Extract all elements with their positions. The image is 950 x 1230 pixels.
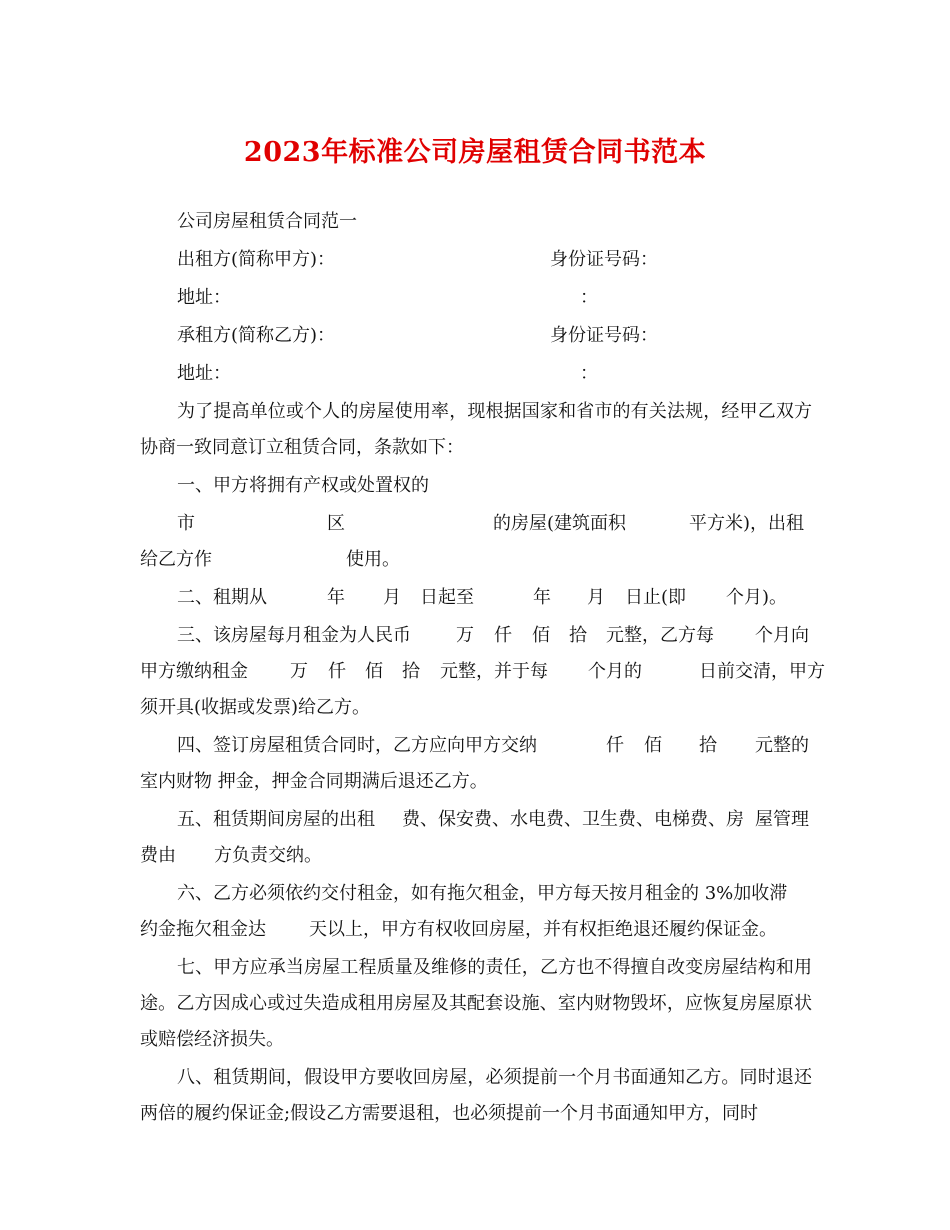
clause-7: 七、甲方应承当房屋工程质量及维修的责任，乙方也不得擅自改变房屋结构和用途。乙方因成心或过失造成租用房屋及其配套设施、室内财物毁坏，应恢复房屋原状或赔偿经济损失。 (140, 957, 812, 1050)
clause-3-part: 个月的 (588, 661, 642, 682)
clause-5-line-2 (140, 838, 812, 874)
clause-2-part: 年 (327, 587, 345, 608)
clause-1-use-prefix: 给乙方作 (140, 549, 212, 570)
lessor-row (140, 242, 812, 278)
clause-2-part: 个月)。 (726, 587, 788, 608)
clause-6-line-2 (140, 912, 812, 948)
clause-3-part: 拾 (569, 625, 587, 646)
clause-3-part: 佰 (365, 661, 383, 682)
clause-2 (140, 580, 812, 616)
clause-1-line-2 (140, 506, 812, 542)
clause-3-part: 佰 (532, 625, 550, 646)
clause-5-part: 屋管理 (755, 809, 809, 830)
lessee-label: 承租方(简称乙方)： (177, 325, 336, 346)
clause-3-part: 仟 (494, 625, 512, 646)
clause-6-line-1: 六、乙方必须依约交付租金，如有拖欠租金，甲方每天按月租金的 3%加收滞 (177, 883, 788, 904)
clause-3-part: 元整，乙方每 (606, 625, 714, 646)
contract-subtitle: 公司房屋租赁合同范一 (177, 211, 357, 232)
lessee-address-label: 地址： (177, 363, 231, 384)
clause-1-sqm: 平方米)，出租 (689, 513, 805, 534)
clause-4-line-2: 室内财物 押金，押金合同期满后退还乙方。 (140, 771, 488, 792)
clause-2-part: 月 (383, 587, 401, 608)
clause-2-part: 月 (587, 587, 605, 608)
clause-1-city: 市 (177, 513, 195, 534)
clause-3-line-1 (140, 618, 812, 654)
clause-5-part: 五、租赁期间房屋的出租 (177, 809, 375, 830)
lessor-label: 出租方(简称甲方)： (177, 249, 336, 270)
clause-3-line-2 (140, 654, 825, 690)
lessee-address-colon: ： (580, 363, 598, 384)
document-title: 2023年标准公司房屋租赁合同书范本 (243, 137, 707, 168)
clause-5-payer-suffix: 方负责交纳。 (214, 845, 322, 866)
lessor-address-row (140, 280, 812, 316)
clause-3-line-3: 须开具(收据或发票)给乙方。 (140, 697, 371, 718)
clause-6-suffix: 天以上，甲方有权收回房屋，并有权拒绝退还履约保证金。 (309, 919, 777, 940)
clause-4-part: 拾 (699, 735, 717, 756)
clause-3-part: 个月向 (755, 625, 809, 646)
clause-3-part: 拾 (402, 661, 420, 682)
clause-4-part: 四、签订房屋租赁合同时，乙方应向甲方交纳 (177, 735, 537, 756)
clause-3-part: 甲方缴纳租金 (140, 661, 248, 682)
clause-5-part: 费、保安费、水电费、卫生费、电梯费、房 (402, 809, 744, 830)
clause-3-part: 万 (456, 625, 474, 646)
lessor-address-label: 地址： (177, 287, 231, 308)
clause-5-payer-prefix: 费由 (140, 845, 176, 866)
lessor-address-colon: ： (580, 287, 598, 308)
clause-2-part: 年 (533, 587, 551, 608)
clause-3-part: 日前交清，甲方 (699, 661, 825, 682)
clause-1-area: 的房屋(建筑面积 (493, 513, 627, 534)
clause-4-part: 仟 (606, 735, 624, 756)
clause-4-part: 佰 (644, 735, 662, 756)
clause-4-part: 元整的 (755, 735, 809, 756)
clause-1-line-1: 一、甲方将拥有产权或处置权的 (177, 475, 429, 496)
clause-8: 八、租赁期间，假设甲方要收回房屋，必须提前一个月书面通知乙方。同时退还两倍的履约保证金;假设乙方需要退租，也必须提前一个月书面通知甲方，同时 (140, 1067, 812, 1124)
clause-2-part: 日止(即 (625, 587, 687, 608)
clause-3-part: 元整，并于每 (440, 661, 548, 682)
clause-4-line-1 (140, 728, 812, 764)
clause-3-part: 仟 (328, 661, 346, 682)
clause-2-part: 日起至 (420, 587, 474, 608)
clause-1-district: 区 (327, 513, 345, 534)
clause-1-line-3 (140, 542, 812, 578)
document-body (140, 204, 825, 1132)
clause-3-part: 三、该房屋每月租金为人民币 (177, 625, 411, 646)
clause-3-part: 万 (290, 661, 308, 682)
clause-5-line-1 (140, 802, 812, 838)
clause-2-part: 二、租期从 (177, 587, 267, 608)
clause-1-use-suffix: 使用。 (346, 549, 400, 570)
lessee-id-label: 身份证号码： (550, 325, 658, 346)
lessee-row (140, 318, 812, 354)
intro-paragraph: 为了提高单位或个人的房屋使用率，现根据国家和省市的有关法规，经甲乙双方协商一致同意订立租赁合同，条款如下： (140, 401, 812, 458)
lessor-id-label: 身份证号码： (550, 249, 658, 270)
lessee-address-row (140, 356, 812, 392)
clause-6-prefix: 约金拖欠租金达 (140, 919, 266, 940)
